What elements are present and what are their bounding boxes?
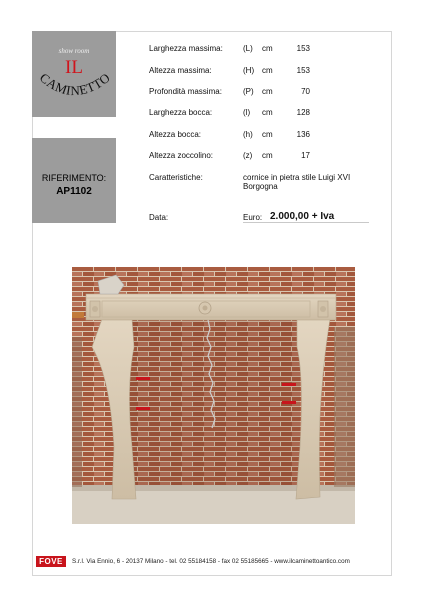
logo-il-text: IL (65, 57, 83, 78)
price-amount: 2.000,00 + Iva (270, 211, 335, 222)
reference-code: AP1102 (56, 186, 92, 197)
spec-value: 153 (296, 66, 310, 75)
fireplace-illustration-icon (72, 267, 355, 524)
spec-unit: cm (262, 87, 273, 96)
characteristics-line: Borgogna (243, 182, 278, 191)
reference-box (32, 138, 116, 223)
spec-label: Profondità massima: (149, 87, 222, 96)
characteristics-line: cornice in pietra stile Luigi XVI (243, 173, 351, 182)
spec-symbol: (l) (243, 108, 251, 117)
characteristics-label: Caratteristiche: (149, 173, 203, 182)
spec-unit: cm (262, 108, 273, 117)
footer-logo: FOVE (36, 556, 66, 567)
spec-value: 70 (301, 87, 310, 96)
spec-value: 128 (296, 108, 310, 117)
spec-symbol: (H) (243, 66, 255, 75)
footer (32, 552, 392, 572)
spec-unit: cm (262, 44, 273, 53)
spec-label: Larghezza massima: (149, 44, 223, 53)
date-label: Data: (149, 213, 169, 222)
footer-contact-text: S.r.l. Via Ennio, 6 - 20137 Milano - tel. 02 55184158 - fax 02 55185665 - www.ilcaminettoantico.com (72, 558, 350, 565)
spec-unit: cm (262, 151, 273, 160)
brand-logo (32, 31, 116, 117)
spec-label: Larghezza bocca: (149, 108, 213, 117)
spec-value: 153 (296, 44, 310, 53)
logo-showroom-text: show room (58, 47, 90, 55)
spec-symbol: (z) (243, 151, 253, 160)
characteristics-value (243, 173, 363, 191)
spec-symbol: (h) (243, 130, 253, 139)
spec-label: Altezza massima: (149, 66, 212, 75)
spec-unit: cm (262, 130, 273, 139)
reference-label: RIFERIMENTO: (41, 173, 107, 183)
price-underline (243, 222, 369, 223)
logo-emblem-icon (32, 51, 116, 113)
currency-label: Euro: (243, 213, 263, 222)
spec-value: 17 (301, 151, 310, 160)
logo-caminetto-text: CAMINETTO (36, 69, 114, 99)
spec-label: Altezza zoccolino: (149, 151, 214, 160)
spec-symbol: (L) (243, 44, 253, 53)
spec-value: 136 (296, 130, 310, 139)
spec-unit: cm (262, 66, 273, 75)
spec-label: Altezza bocca: (149, 130, 202, 139)
spec-symbol: (P) (243, 87, 254, 96)
fireplace-photo (72, 267, 355, 524)
